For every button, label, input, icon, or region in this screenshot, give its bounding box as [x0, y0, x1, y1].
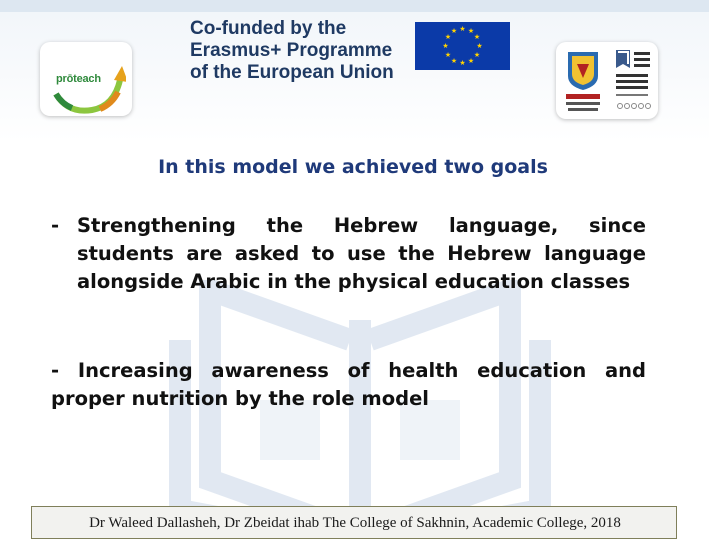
footer-bar	[31, 506, 677, 539]
svg-text:★: ★	[442, 42, 449, 50]
top-band	[0, 0, 709, 12]
bullet-hebrew-language-text: Strengthening the Hebrew language, since students are asked to use the Hebrew language alongside Arabic in the physical education classes	[77, 214, 646, 293]
proteach-logo-text: prōteach	[56, 73, 101, 85]
svg-text:★: ★	[467, 57, 475, 65]
erasmus-line-3: of the European Union	[190, 62, 394, 83]
academic-college-logo	[610, 46, 654, 116]
svg-text:★: ★	[473, 51, 481, 59]
bullet-dash: -	[51, 214, 60, 237]
footer-text: Dr Waleed Dallasheh, Dr Zbeidat ihab The College of Sakhnin, Academic College, 2018	[89, 515, 621, 531]
college-logos	[556, 42, 658, 119]
eu-flag-icon	[415, 22, 510, 70]
svg-text:★: ★	[473, 33, 481, 41]
sakhnin-college-logo	[560, 46, 606, 116]
slide-title: In this model we achieved two goals	[158, 156, 548, 178]
svg-text:★: ★	[467, 27, 475, 35]
svg-text:★: ★	[444, 33, 452, 41]
svg-text:★: ★	[450, 27, 458, 35]
erasmus-line-1: Co-funded by the	[190, 18, 347, 39]
svg-text:★: ★	[476, 42, 483, 50]
svg-text:★: ★	[450, 57, 458, 65]
erasmus-cofunded-text	[190, 18, 402, 84]
erasmus-line-2: Erasmus+ Programme	[190, 40, 393, 61]
proteach-arc-icon	[48, 56, 126, 120]
proteach-logo	[40, 42, 132, 116]
bullet-hebrew-language	[51, 212, 646, 296]
svg-text:★: ★	[459, 59, 466, 67]
svg-text:★: ★	[459, 25, 466, 33]
svg-text:★: ★	[444, 51, 452, 59]
bullet-health-awareness: - Increasing awareness of health education and proper nutrition by the role model	[51, 359, 646, 410]
